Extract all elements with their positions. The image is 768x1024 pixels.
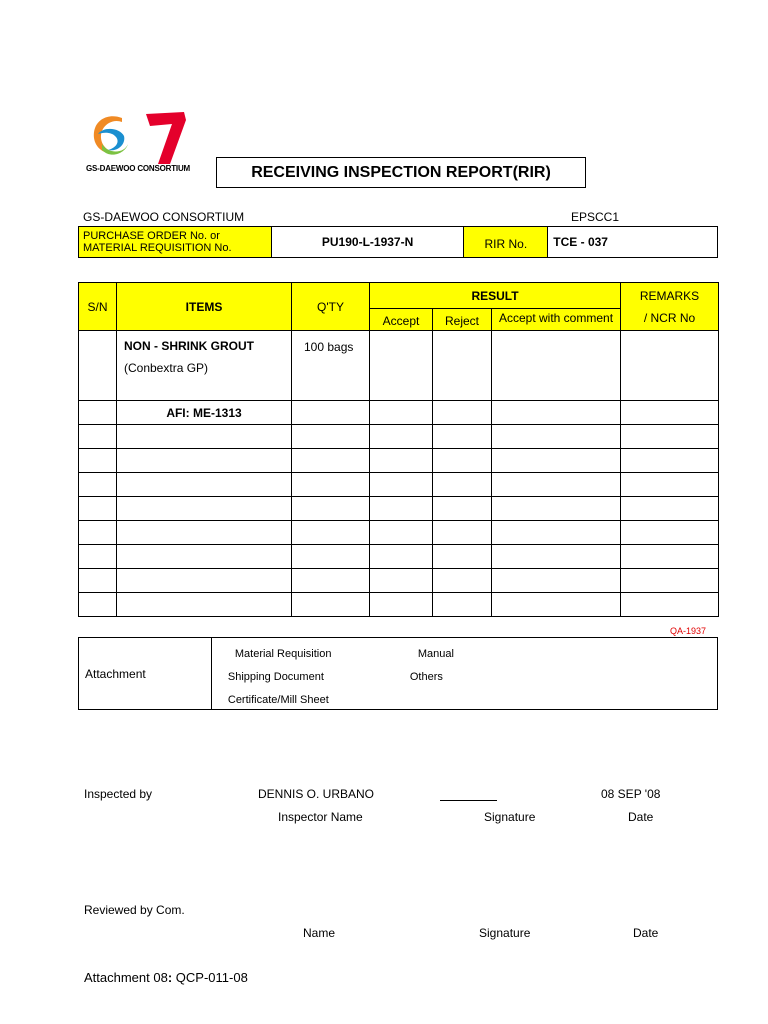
col-header-accept: Accept — [370, 309, 433, 331]
table-cell — [292, 569, 370, 593]
reviewed-by-label: Reviewed by Com. — [84, 903, 185, 917]
table-cell — [79, 331, 117, 401]
table-cell — [621, 593, 719, 617]
afi-number: AFI: ME-1313 — [117, 401, 292, 425]
table-row — [79, 425, 719, 449]
table-cell — [621, 497, 719, 521]
table-cell — [370, 331, 433, 401]
report-title: RECEIVING INSPECTION REPORT(RIR) — [216, 157, 586, 188]
footer-colon: : — [167, 970, 173, 985]
table-cell — [292, 521, 370, 545]
attachment-others: Others — [409, 671, 443, 683]
attachment-certificate: Certificate/Mill Sheet — [227, 694, 329, 706]
table-cell — [433, 569, 492, 593]
table-cell — [79, 425, 117, 449]
table-cell — [492, 401, 621, 425]
col-header-qty: Q'TY — [292, 283, 370, 331]
table-cell — [492, 569, 621, 593]
item-sub: (Conbextra GP) — [124, 361, 209, 375]
col-header-items: ITEMS — [117, 283, 292, 331]
table-cell — [292, 401, 370, 425]
table-cell — [492, 425, 621, 449]
table-cell — [492, 331, 621, 401]
table-cell — [433, 545, 492, 569]
item-cell — [117, 331, 292, 401]
col-header-reject: Reject — [433, 309, 492, 331]
table-cell — [370, 593, 433, 617]
table-cell — [117, 497, 292, 521]
table-cell — [492, 545, 621, 569]
qa-reference: QA-1937 — [670, 626, 707, 636]
table-cell — [370, 545, 433, 569]
attachment-table — [78, 637, 718, 710]
table-cell — [370, 569, 433, 593]
company-name: GS-DAEWOO CONSORTIUM — [83, 210, 245, 224]
inspector-signature-label: Signature — [484, 810, 536, 824]
table-cell — [492, 497, 621, 521]
table-cell — [79, 449, 117, 473]
table-cell — [292, 425, 370, 449]
table-cell — [433, 425, 492, 449]
table-cell — [117, 593, 292, 617]
table-cell — [621, 569, 719, 593]
table-cell — [370, 473, 433, 497]
col-header-remarks — [621, 283, 719, 331]
remarks-line1: REMARKS — [639, 288, 700, 303]
review-name-label: Name — [303, 926, 336, 940]
rir-number: TCE - 037 — [548, 227, 718, 258]
col-header-accept-comment: Accept with comment — [492, 309, 621, 331]
footer-prefix: Attachment 08 — [84, 970, 168, 985]
table-cell — [370, 425, 433, 449]
review-date-label: Date — [633, 926, 659, 940]
table-cell — [433, 449, 492, 473]
review-signature-label: Signature — [479, 926, 531, 940]
table-row — [79, 331, 719, 401]
table-cell — [621, 401, 719, 425]
logo-text: GS-DAEWOO CONSORTIUM — [86, 164, 190, 173]
table-row — [79, 449, 719, 473]
table-cell — [621, 545, 719, 569]
table-cell — [79, 593, 117, 617]
table-cell — [433, 497, 492, 521]
table-cell — [292, 449, 370, 473]
item-qty: 100 bags — [292, 331, 370, 401]
col-header-result: RESULT — [370, 283, 621, 309]
rir-label: RIR No. — [464, 227, 548, 258]
table-cell — [117, 449, 292, 473]
signature-line — [440, 800, 497, 801]
inspector-name-label: Inspector Name — [278, 810, 363, 824]
table-cell — [492, 521, 621, 545]
table-cell — [79, 401, 117, 425]
table-cell — [370, 401, 433, 425]
po-number: PU190-L-1937-N — [271, 227, 464, 258]
table-cell — [79, 473, 117, 497]
table-row — [79, 473, 719, 497]
table-cell — [117, 521, 292, 545]
attachment-material-requisition: Material Requisition — [234, 648, 332, 660]
inspected-by-label: Inspected by — [84, 787, 153, 801]
table-cell — [621, 331, 719, 401]
attachment-label: Attachment — [79, 638, 212, 710]
col-header-sn: S/N — [79, 283, 117, 331]
table-cell — [621, 473, 719, 497]
table-cell — [433, 331, 492, 401]
table-cell — [621, 449, 719, 473]
po-label-line2: MATERIAL REQUISITION No. — [83, 242, 232, 254]
table-row — [79, 545, 719, 569]
table-cell — [433, 473, 492, 497]
table-cell — [433, 593, 492, 617]
attachment-items — [211, 638, 717, 710]
table-cell — [117, 473, 292, 497]
table-cell — [79, 569, 117, 593]
inspection-date: 08 SEP '08 — [601, 787, 661, 801]
table-cell — [79, 521, 117, 545]
table-cell — [492, 473, 621, 497]
po-table — [78, 226, 718, 258]
po-label-line1: PURCHASE ORDER No. or — [83, 230, 220, 242]
table-cell — [433, 521, 492, 545]
inspection-date-label: Date — [628, 810, 654, 824]
table-row — [79, 521, 719, 545]
table-cell — [492, 449, 621, 473]
table-cell — [117, 425, 292, 449]
po-label — [79, 227, 272, 258]
footer-code: QCP-011-08 — [172, 970, 248, 985]
table-cell — [292, 497, 370, 521]
table-cell — [492, 593, 621, 617]
table-row — [79, 593, 719, 617]
table-cell — [433, 401, 492, 425]
inspection-table — [78, 282, 719, 617]
table-cell — [621, 521, 719, 545]
table-cell — [117, 545, 292, 569]
inspector-name: DENNIS O. URBANO — [258, 787, 375, 801]
table-cell — [292, 545, 370, 569]
footer-reference — [84, 970, 248, 985]
table-row — [79, 497, 719, 521]
table-cell — [79, 497, 117, 521]
table-cell — [117, 569, 292, 593]
table-cell — [370, 497, 433, 521]
table-cell — [292, 473, 370, 497]
project-code: EPSCC1 — [571, 210, 620, 224]
remarks-line2: / NCR No — [643, 310, 696, 325]
table-cell — [79, 545, 117, 569]
table-cell — [370, 521, 433, 545]
table-cell — [370, 449, 433, 473]
attachment-shipping-document: Shipping Document — [227, 671, 324, 683]
table-cell — [292, 593, 370, 617]
table-cell — [621, 425, 719, 449]
attachment-manual: Manual — [417, 648, 454, 660]
table-row — [79, 401, 719, 425]
table-row — [79, 569, 719, 593]
item-name: NON - SHRINK GROUT — [124, 339, 254, 353]
